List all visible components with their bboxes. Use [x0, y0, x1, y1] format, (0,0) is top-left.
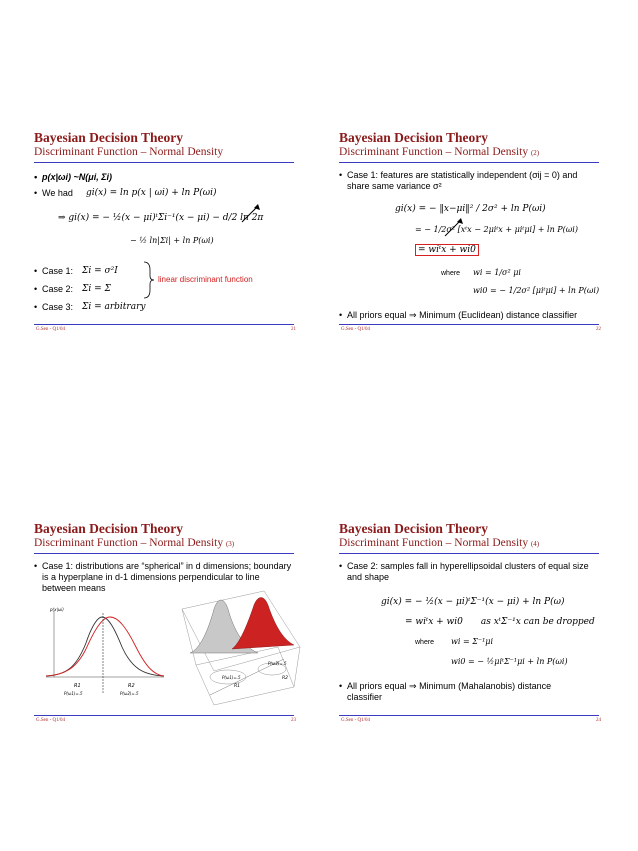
slide-24 — [339, 515, 609, 725]
eq-2: = − 1/2σ² [xᵗx − 2μiᵗx + μiᵗμi] + ln P(ωi) — [415, 225, 578, 234]
bullet-priors: • All priors equal ⇒ Minimum (Euclidean) distance classifier — [347, 310, 607, 321]
region-1-surface: R1 — [234, 684, 240, 689]
eq-case1: Σi = σ²I — [82, 266, 118, 276]
prior-1: P(ω1)=.5 — [64, 691, 83, 696]
where-label: where — [415, 639, 435, 646]
bullet-case3: • Case 3: — [42, 302, 73, 313]
eq-w-i: wi = 1/σ² μi — [473, 268, 521, 277]
prior-1-surface: P(ω1)=.5 — [222, 675, 241, 680]
title-rule — [34, 553, 294, 554]
slide-title: Bayesian Decision Theory — [34, 521, 184, 536]
page-number: 22 — [596, 327, 601, 332]
eq-2: = wiᵗx + wi0 as xᵗΣ⁻¹x can be dropped — [405, 617, 595, 627]
footer-left: G.Sen - Q1/04 — [36, 327, 66, 332]
region-1: R1 — [74, 683, 81, 689]
slide-subtitle: Discriminant Function – Normal Density (2) — [339, 146, 540, 158]
slide-subtitle: Discriminant Function – Normal Density (3) — [34, 537, 235, 549]
strike-arrow — [443, 216, 465, 238]
eq-w-i0: wi0 = − ½μiᵗΣ⁻¹μi + ln P(ωi) — [451, 657, 568, 666]
bullet-case2: • Case 2: — [42, 284, 73, 295]
title-rule — [34, 162, 294, 163]
eq-case3: Σi = arbitrary — [82, 302, 146, 312]
bracket — [142, 260, 156, 300]
eq-1: gi(x) = − ‖x−μi‖² / 2σ² + ln P(ωi) — [395, 204, 546, 214]
bullet-case1: • Case 1: — [42, 266, 73, 277]
bullet-priors: • All priors equal ⇒ Minimum (Mahalanobis) distance classifier — [347, 681, 567, 703]
footer-rule — [339, 324, 599, 325]
footer-rule — [34, 715, 294, 716]
region-2-surface: R2 — [282, 676, 288, 681]
bullet-we-had: • We had — [42, 188, 73, 199]
eq-3-boxed: = wiᵗx + wi0 — [415, 245, 479, 255]
bullet-case1: • Case 1: distributions are “spherical” in d dimensions; boundary is a hyperplane in d-1 dimensions perpendicular to line between means — [42, 561, 292, 594]
eq-w-i: wi = Σ⁻¹μi — [451, 637, 494, 646]
slide-subtitle: Discriminant Function – Normal Density — [34, 146, 224, 158]
strike-arrow — [240, 202, 262, 224]
prior-2: P(ω2)=.5 — [120, 691, 139, 696]
eq-case2: Σi = Σ — [82, 284, 111, 294]
title-rule — [339, 162, 599, 163]
slide-title: Bayesian Decision Theory — [339, 521, 489, 536]
slide-subtitle: Discriminant Function – Normal Density (4) — [339, 537, 540, 549]
page-number: 21 — [291, 327, 296, 332]
footer-left: G.Sen - Q1/04 — [36, 718, 66, 723]
plot-ylabel: p(x|ωi) — [50, 607, 64, 612]
slide-22 — [339, 124, 609, 334]
slide-23 — [34, 515, 304, 725]
footer-rule — [34, 324, 294, 325]
slide-title: Bayesian Decision Theory — [34, 130, 184, 145]
linear-note: linear discriminant function — [158, 275, 253, 284]
eq-1: gi(x) = − ½(x − μi)ᵗΣ⁻¹(x − μi) + ln P(ω) — [381, 597, 565, 607]
eq-discriminant-cont: − ½ ln|Σi| + ln P(ωi) — [130, 236, 214, 245]
footer-rule — [339, 715, 599, 716]
eq-discriminant: ⇒ gi(x) = − ½(x − μi)ᵗΣi⁻¹(x − μi) − d/2 ln 2π — [58, 213, 264, 223]
gaussian-1d-plot — [36, 603, 168, 699]
eq-w-i0: wi0 = − 1/2σ² [μiᵗμi] + ln P(ωi) — [473, 286, 600, 295]
slide-21 — [34, 124, 304, 334]
where-label: where — [441, 270, 461, 277]
bullet-density: • p(x|ωi) ~N(μi, Σi) — [42, 172, 112, 183]
eq-we-had: gi(x) = ln p(x | ωi) + ln P(ωi) — [86, 188, 217, 198]
gaussian-2d-surface — [174, 587, 304, 711]
bullet-case2: • Case 2: samples fall in hyperellipsoidal clusters of equal size and shape — [347, 561, 597, 583]
slide-title: Bayesian Decision Theory — [339, 130, 489, 145]
prior-2-surface: P(ω2)=.5 — [268, 661, 287, 666]
title-rule — [339, 553, 599, 554]
region-2: R2 — [128, 683, 135, 689]
footer-left: G.Sen - Q1/04 — [341, 327, 371, 332]
footer-left: G.Sen - Q1/04 — [341, 718, 371, 723]
bullet-case1: • Case 1: features are statistically independent (σij = 0) and share same variance σ² — [347, 170, 597, 192]
page-number: 24 — [596, 718, 601, 723]
page-number: 23 — [291, 718, 296, 723]
